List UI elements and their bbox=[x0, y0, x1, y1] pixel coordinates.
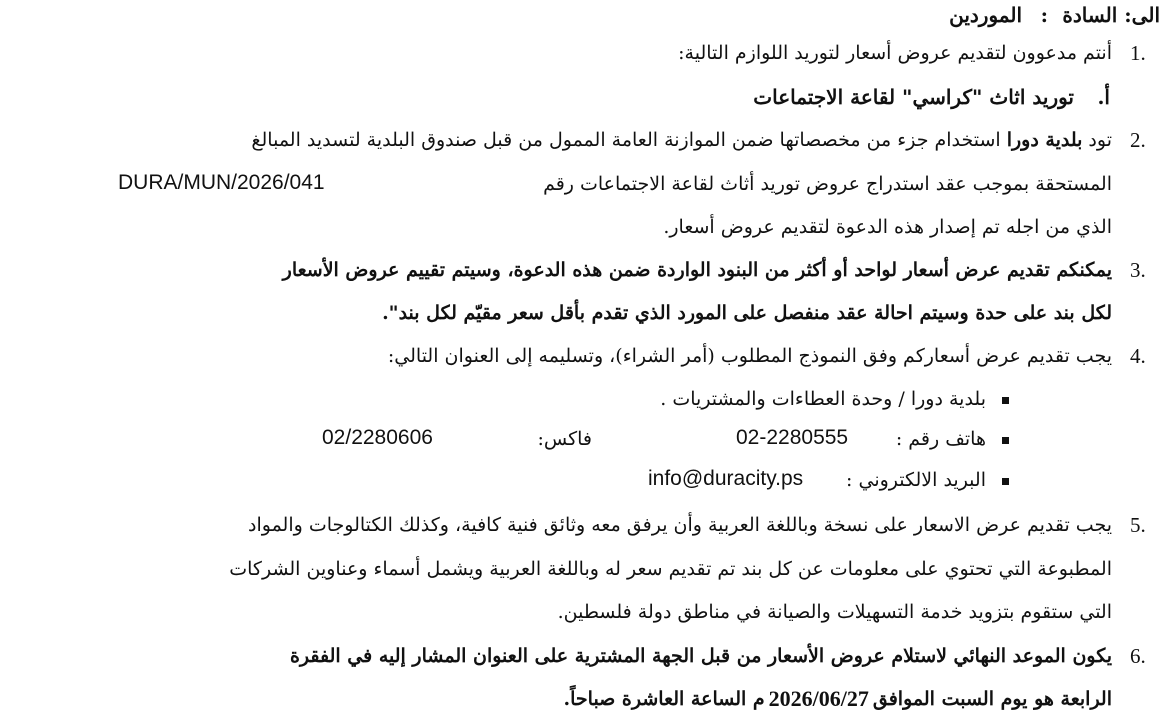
item-5-number: 5. bbox=[1130, 513, 1146, 537]
item-1a-marker: أ. bbox=[1097, 85, 1110, 109]
item-2-line2: المستحقة بموجب عقد استدراج عروض توريد أثاث لقاعة الاجتماعات رقم bbox=[543, 173, 1112, 195]
item-4-line1: يجب تقديم عرض أسعاركم وفق النموذج المطلوب (أمر الشراء)، وتسليمه إلى العنوان التالي: bbox=[387, 345, 1112, 367]
bullet-icon bbox=[1002, 437, 1009, 444]
item-5-line1: يجب تقديم عرض الاسعار على نسخة وباللغة العربية وأن يرفق معه وثائق فنية كافية، وكذلك الكتالوجات والمواد bbox=[248, 514, 1112, 536]
item-2-ref: DURA/MUN/2026/041 bbox=[118, 171, 325, 194]
item-3-number: 3. bbox=[1130, 258, 1146, 282]
item-4-number: 4. bbox=[1130, 344, 1146, 368]
item-4-email[interactable]: info@duracity.ps bbox=[648, 467, 804, 490]
item-3-line2: لكل بند على حدة وسيتم احالة عقد منفصل على المورد الذي تقدم بأقل سعر مقيّم لكل بند". bbox=[382, 302, 1112, 324]
item-3-line1: يمكنكم تقديم عرض أسعار لواحد أو أكثر من البنود الواردة ضمن هذه الدعوة، وسيتم تقييم عروض الأسعار bbox=[282, 259, 1112, 281]
item-4-address: بلدية دورا / وحدة العطاءات والمشتريات . bbox=[660, 388, 986, 410]
item-4-phone-label: هاتف رقم : bbox=[895, 428, 986, 450]
recipient-value: الموردين bbox=[949, 3, 1022, 27]
item-4-phone: 02-2280555 bbox=[736, 426, 849, 449]
item-1-text: أنتم مدعوون لتقديم عروض أسعار لتوريد اللوازم التالية: bbox=[678, 42, 1112, 64]
item-6-date: 2026/06/27 bbox=[768, 686, 869, 711]
item-2-text-c: استخدام جزء من مخصصاتها ضمن الموازنة العامة الممول من قبل صندوق البلدية لتسديد المبالغ bbox=[251, 129, 1001, 151]
item-6-line1: يكون الموعد النهائي لاستلام عروض الأسعار من قبل الجهة المشترية على العنوان المشار إليه في الفقرة bbox=[289, 645, 1112, 667]
item-4-fax: 02/2280606 bbox=[322, 426, 433, 449]
item-4-email-label: البريد الالكتروني : bbox=[846, 469, 986, 491]
recipient-colon: : bbox=[1040, 3, 1048, 27]
item-4-fax-label: فاكس: bbox=[537, 428, 592, 450]
item-2-line3: الذي من اجله تم إصدار هذه الدعوة لتقديم عروض أسعار. bbox=[663, 216, 1112, 238]
item-6-line2 bbox=[564, 686, 1112, 712]
item-6-text-a: الرابعة هو يوم السبت الموافق bbox=[872, 688, 1112, 710]
item-5-line2: المطبوعة التي تحتوي على معلومات عن كل بند تم تقديم سعر له وباللغة العربية ويشمل أسماء وعناوين الشركات bbox=[229, 558, 1112, 580]
item-1a-text: توريد اثاث "كراسي" لقاعة الاجتماعات bbox=[753, 85, 1074, 109]
item-5-line3: التي ستقوم بتزويد خدمة التسهيلات والصيانة في مناطق دولة فلسطين. bbox=[557, 601, 1112, 623]
bullet-icon bbox=[1002, 397, 1009, 404]
item-2-municipality: بلدية دورا bbox=[1006, 129, 1083, 151]
item-6-number: 6. bbox=[1130, 644, 1146, 668]
item-2-number: 2. bbox=[1130, 128, 1146, 152]
bullet-icon bbox=[1002, 478, 1009, 485]
recipient-label: الى: السادة bbox=[1062, 3, 1160, 27]
item-6-text-b: م الساعة العاشرة صباحاً. bbox=[563, 688, 765, 710]
item-1-number: 1. bbox=[1130, 41, 1146, 65]
item-2-text-a: تود bbox=[1088, 129, 1112, 151]
item-2-line1 bbox=[60, 127, 1112, 153]
